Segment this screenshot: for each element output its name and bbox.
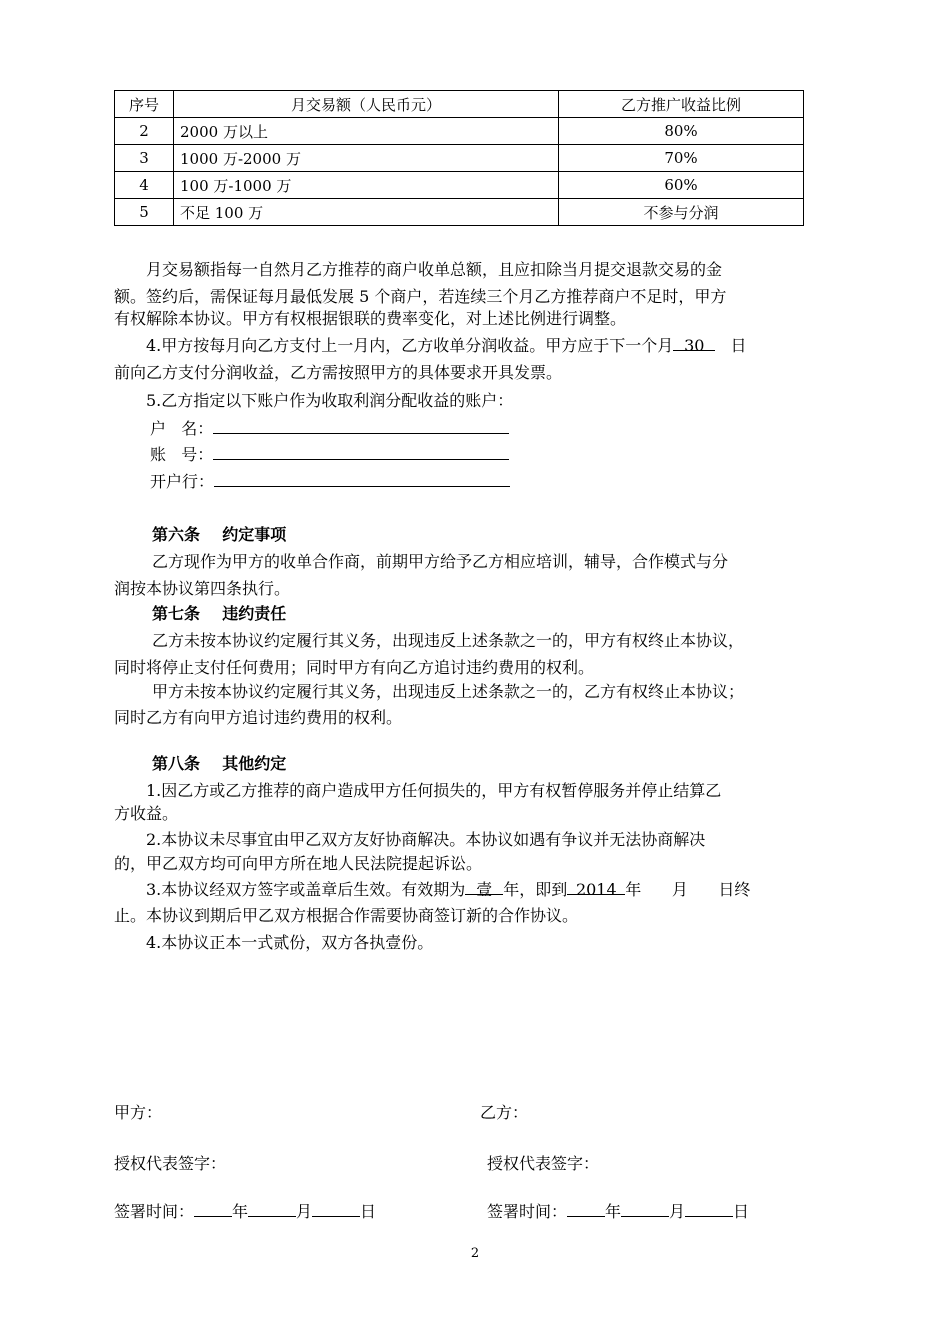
article-7-title: 第七条 违约责任 [152,604,287,623]
paragraph-line: 1.因乙方或乙方推荐的商户造成甲方任何损失的，甲方有权暂停服务并停止结算乙 [146,781,722,800]
account-name-label: 户 名： [150,419,214,438]
day-unit: 日 [360,1202,377,1221]
cell-ratio: 80% [559,118,804,145]
paragraph-line: 乙方未按本协议约定履行其义务，出现违反上述条款之一的，甲方有权终止本协议， [152,631,745,650]
payment-day-field [673,332,715,355]
col-header-amount: 月交易额（人民币元） [174,91,559,118]
table-header-row [115,91,804,118]
rep-b-label: 授权代表签字： [487,1154,600,1173]
clause-8-3-text: 年 月 日终 [625,880,751,899]
party-a-label: 甲方： [114,1103,163,1122]
cell-amount: 1000 万-2000 万 [174,145,559,172]
date-a-row [114,1198,376,1225]
expiry-year-value: 2014 [575,880,617,899]
year-unit: 年 [232,1202,249,1221]
paragraph-line: 的，甲乙双方均可向甲方所在地人民法院提起诉讼。 [114,854,483,873]
cell-no: 3 [115,145,174,172]
paragraph-line: 乙方现作为甲方的收单合作商，前期甲方给予乙方相应培训，辅导，合作模式与分 [152,552,729,571]
term-value: 壹 [476,880,493,899]
account-name-field [213,415,509,434]
revenue-share-table [114,90,804,226]
paragraph-line: 甲方未按本协议约定履行其义务，出现违反上述条款之一的，乙方有权终止本协议； [152,682,745,701]
account-number-label: 账 号： [150,445,214,464]
paragraph-line: 前向乙方支付分润收益，乙方需按照甲方的具体要求开具发票。 [114,363,563,382]
paragraph-line: 润按本协议第四条执行。 [114,579,291,598]
paragraph-line: 方收益。 [114,804,179,823]
cell-no: 2 [115,118,174,145]
payment-day-value: 30 [684,336,705,355]
date-b-month-field [621,1198,669,1217]
clause-4-line [146,332,747,359]
year-unit: 年 [605,1202,622,1221]
col-header-no: 序号 [115,91,174,118]
day-unit: 日 [733,1202,750,1221]
date-a-label: 签署时间： [114,1202,195,1221]
cell-amount: 2000 万以上 [174,118,559,145]
clause-8-3-text: 年，即到 [503,880,568,899]
paragraph-line: 止。本协议到期后甲乙双方根据合作需要协商签订新的合作协议。 [114,906,579,925]
date-a-year-field [194,1198,232,1217]
paragraph-line: 月交易额指每一自然月乙方推荐的商户收单总额，且应扣除当月提交退款交易的金 [146,260,723,279]
account-bank-row [150,468,510,495]
account-number-row [150,441,509,468]
date-b-label: 签署时间： [487,1202,568,1221]
cell-ratio: 70% [559,145,804,172]
month-unit: 月 [669,1202,686,1221]
month-unit: 月 [296,1202,313,1221]
paragraph-line: 2.本协议未尽事宜由甲乙双方友好协商解决。本协议如遇有争议并无法协商解决 [146,830,706,849]
clause-8-3-text: 3.本协议经双方签字或盖章后生效。有效期为 [146,880,466,899]
clause-5: 5.乙方指定以下账户作为收取利润分配收益的账户： [146,391,514,410]
account-bank-label: 开户行： [150,472,215,491]
paragraph-line: 同时将停止支付任何费用；同时甲方有向乙方追讨违约费用的权利。 [114,658,595,677]
account-name-row [150,415,509,442]
cell-no: 4 [115,172,174,199]
paragraph-line: 4.本协议正本一式贰份，双方各执壹份。 [146,933,434,952]
col-header-ratio: 乙方推广收益比例 [559,91,804,118]
rep-a-label: 授权代表签字： [114,1154,227,1173]
paragraph-line: 同时乙方有向甲方追讨违约费用的权利。 [114,708,403,727]
page-number: 2 [470,1246,480,1261]
table-row [115,172,804,199]
table-row [115,145,804,172]
date-b-row [487,1198,749,1225]
date-a-month-field [248,1198,296,1217]
clause-8-3-line [146,876,750,903]
term-field [465,876,503,899]
date-a-day-field [312,1198,360,1217]
account-bank-field [214,468,510,487]
cell-amount: 不足 100 万 [174,199,559,226]
date-b-day-field [685,1198,733,1217]
cell-ratio: 60% [559,172,804,199]
clause-4-text: 4.甲方按每月向乙方支付上一月内，乙方收单分润收益。甲方应于下一个月 [146,336,674,355]
cell-ratio: 不参与分润 [559,199,804,226]
table-row [115,199,804,226]
account-number-field [213,441,509,460]
paragraph-line: 额。签约后，需保证每月最低发展 5 个商户，若连续三个月乙方推荐商户不足时，甲方 [114,287,727,306]
date-b-year-field [567,1198,605,1217]
expiry-year-field [567,876,625,899]
table-row [115,118,804,145]
paragraph-line: 有权解除本协议。甲方有权根据银联的费率变化，对上述比例进行调整。 [114,309,627,328]
cell-amount: 100 万-1000 万 [174,172,559,199]
article-6-title: 第六条 约定事项 [152,525,287,544]
clause-4-day-unit: 日 [730,336,747,355]
cell-no: 5 [115,199,174,226]
article-8-title: 第八条 其他约定 [152,754,287,773]
party-b-label: 乙方： [480,1103,529,1122]
